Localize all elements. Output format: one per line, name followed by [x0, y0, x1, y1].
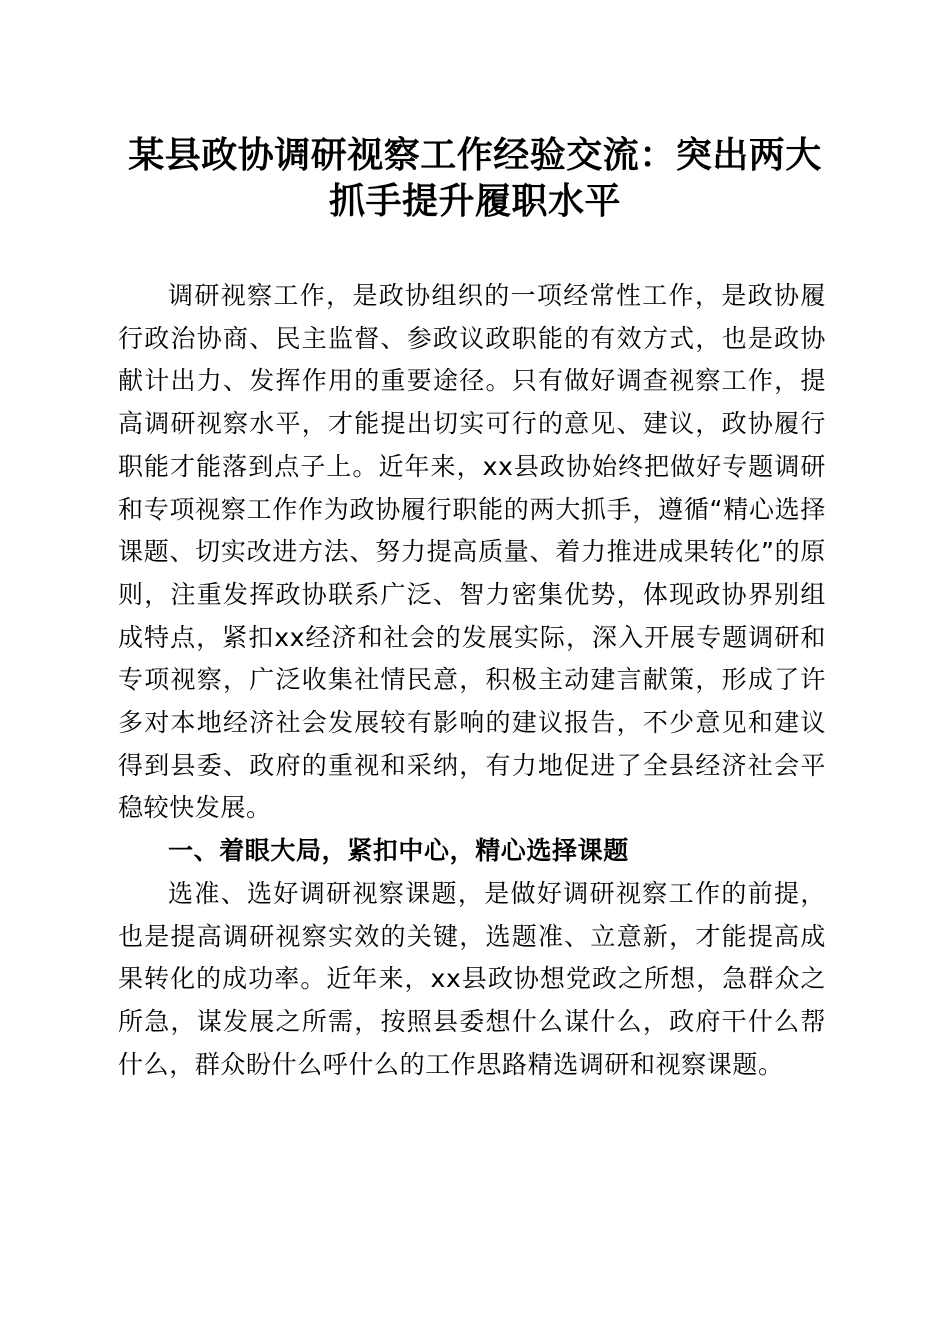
document-title: 某县政协调研视察工作经验交流：突出两大抓手提升履职水平	[128, 134, 822, 222]
intro-paragraph: 调研视察工作，是政协组织的一项经常性工作，是政协履行政治协商、民主监督、参政议政职能的有效方式，也是政协献计出力、发挥作用的重要途径。只有做好调查视察工作，提高调研视察水平，才能提出切实可行的意见、建议，政协履行职能才能落到点子上。近年来，xx县政协始终把做好专题调研和专项视察工作作为政协履行职能的两大抓手，遵循“精心选择课题、切实改进方法、努力提高质量、着力推进成果转化”的原则，注重发挥政协联系广泛、智力密集优势，体现政协界别组成特点，紧扣xx经济和社会的发展实际，深入开展专题调研和专项视察，广泛收集社情民意，积极主动建言献策，形成了许多对本地经济社会发展较有影响的建议报告，不少意见和建议得到县委、政府的重视和采纳，有力地促进了全县经济社会平稳较快发展。	[118, 281, 826, 823]
section-heading-1: 一、着眼大局，紧扣中心，精心选择课题	[168, 836, 629, 866]
section-1-paragraph: 选准、选好调研视察课题，是做好调研视察工作的前提，也是提高调研视察实效的关键，选题准、立意新，才能提高成果转化的成功率。近年来，xx县政协想党政之所想，急群众之所急，谋发展之所需，按照县委想什么谋什么，政府干什么帮什么，群众盼什么呼什么的工作思路精选调研和视察课题。	[118, 878, 826, 1079]
document-body	[118, 275, 826, 1086]
